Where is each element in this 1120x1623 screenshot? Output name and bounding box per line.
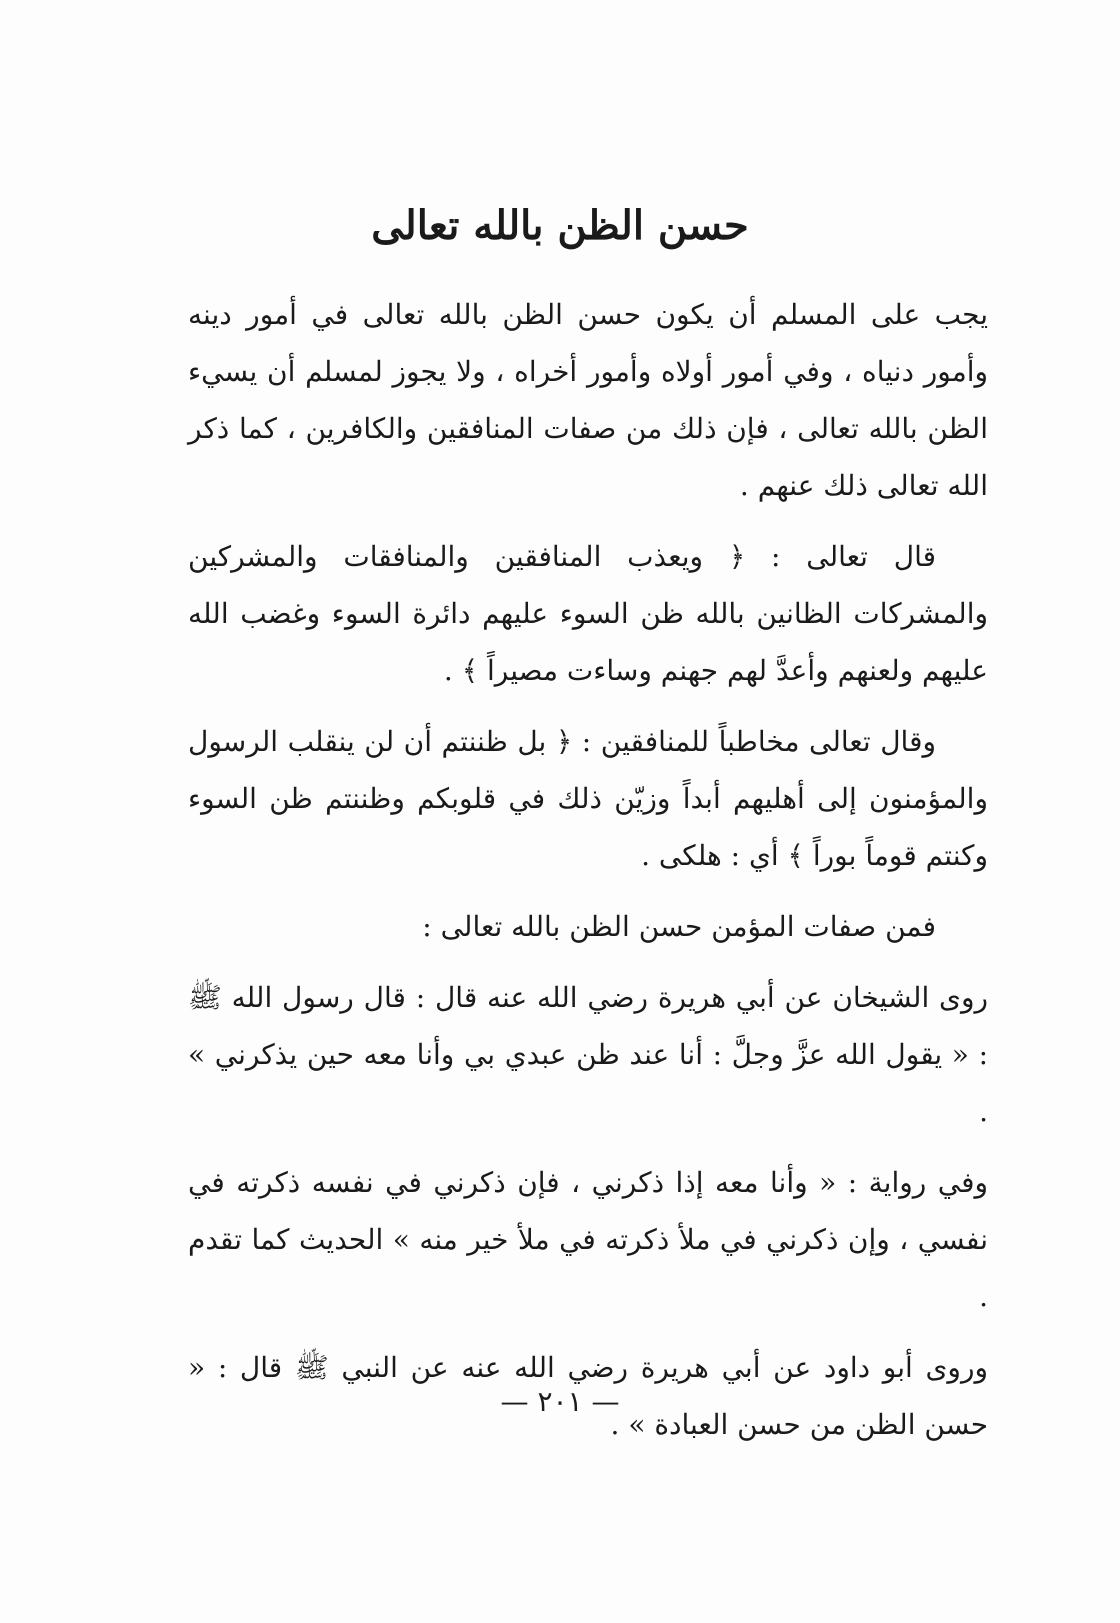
paragraph-transition: فمن صفات المؤمن حسن الظن بالله تعالى : bbox=[422, 910, 936, 943]
paragraph-hadith-1: روى الشيخان عن أبي هريرة رضي الله عنه قال : قال رسول الله ﷺ : « يقول الله عزَّ وجلَّ : أنا عند ظن عبدي بي وأنا معه حين يذكرني » . bbox=[188, 981, 988, 1128]
paragraph-verse-1: قال تعالى : ﴿ ويعذب المنافقين والمنافقات والمشركين والمشركات الظانين بالله ظن السوء عليهم دائرة السوء وغضب الله عليهم ولعنهم وأعدَّ لهم جهنم وساءت مصيراً ﴾ . bbox=[188, 540, 988, 687]
paragraph-hadith-3: وروى أبو داود عن أبي هريرة رضي الله عنه عن النبي ﷺ قال : « حسن الظن من حسن العبادة » . bbox=[188, 1351, 988, 1441]
paragraph-intro: يجب على المسلم أن يكون حسن الظن بالله تعالى في أمور دينه وأمور دنياه ، وفي أمور أولاه وأمور أخراه ، ولا يجوز لمسلم أن يسيء الظن بالله تعالى ، فإن ذلك من صفات المنافقين والكافرين ، كما ذكر الله تعالى ذلك عنهم . bbox=[188, 298, 988, 502]
page-title: حسن الظن بالله تعالى bbox=[371, 202, 749, 249]
page-body bbox=[188, 286, 988, 1467]
page-number: — ٢٠١ — bbox=[500, 1385, 620, 1418]
paragraph-hadith-2: وفي رواية : « وأنا معه إذا ذكرني ، فإن ذكرني في نفسه ذكرته في نفسي ، وإن ذكرني في ملأ ذكرته في ملأ خير منه » الحديث كما تقدم . bbox=[188, 1166, 988, 1313]
paragraph-verse-2: وقال تعالى مخاطباً للمنافقين : ﴿ بل ظننتم أن لن ينقلب الرسول والمؤمنون إلى أهليهم أبداً وزيّن ذلك في قلوبكم وظننتم ظن السوء وكنتم قوماً بوراً ﴾ أي : هلكى . bbox=[188, 725, 988, 872]
